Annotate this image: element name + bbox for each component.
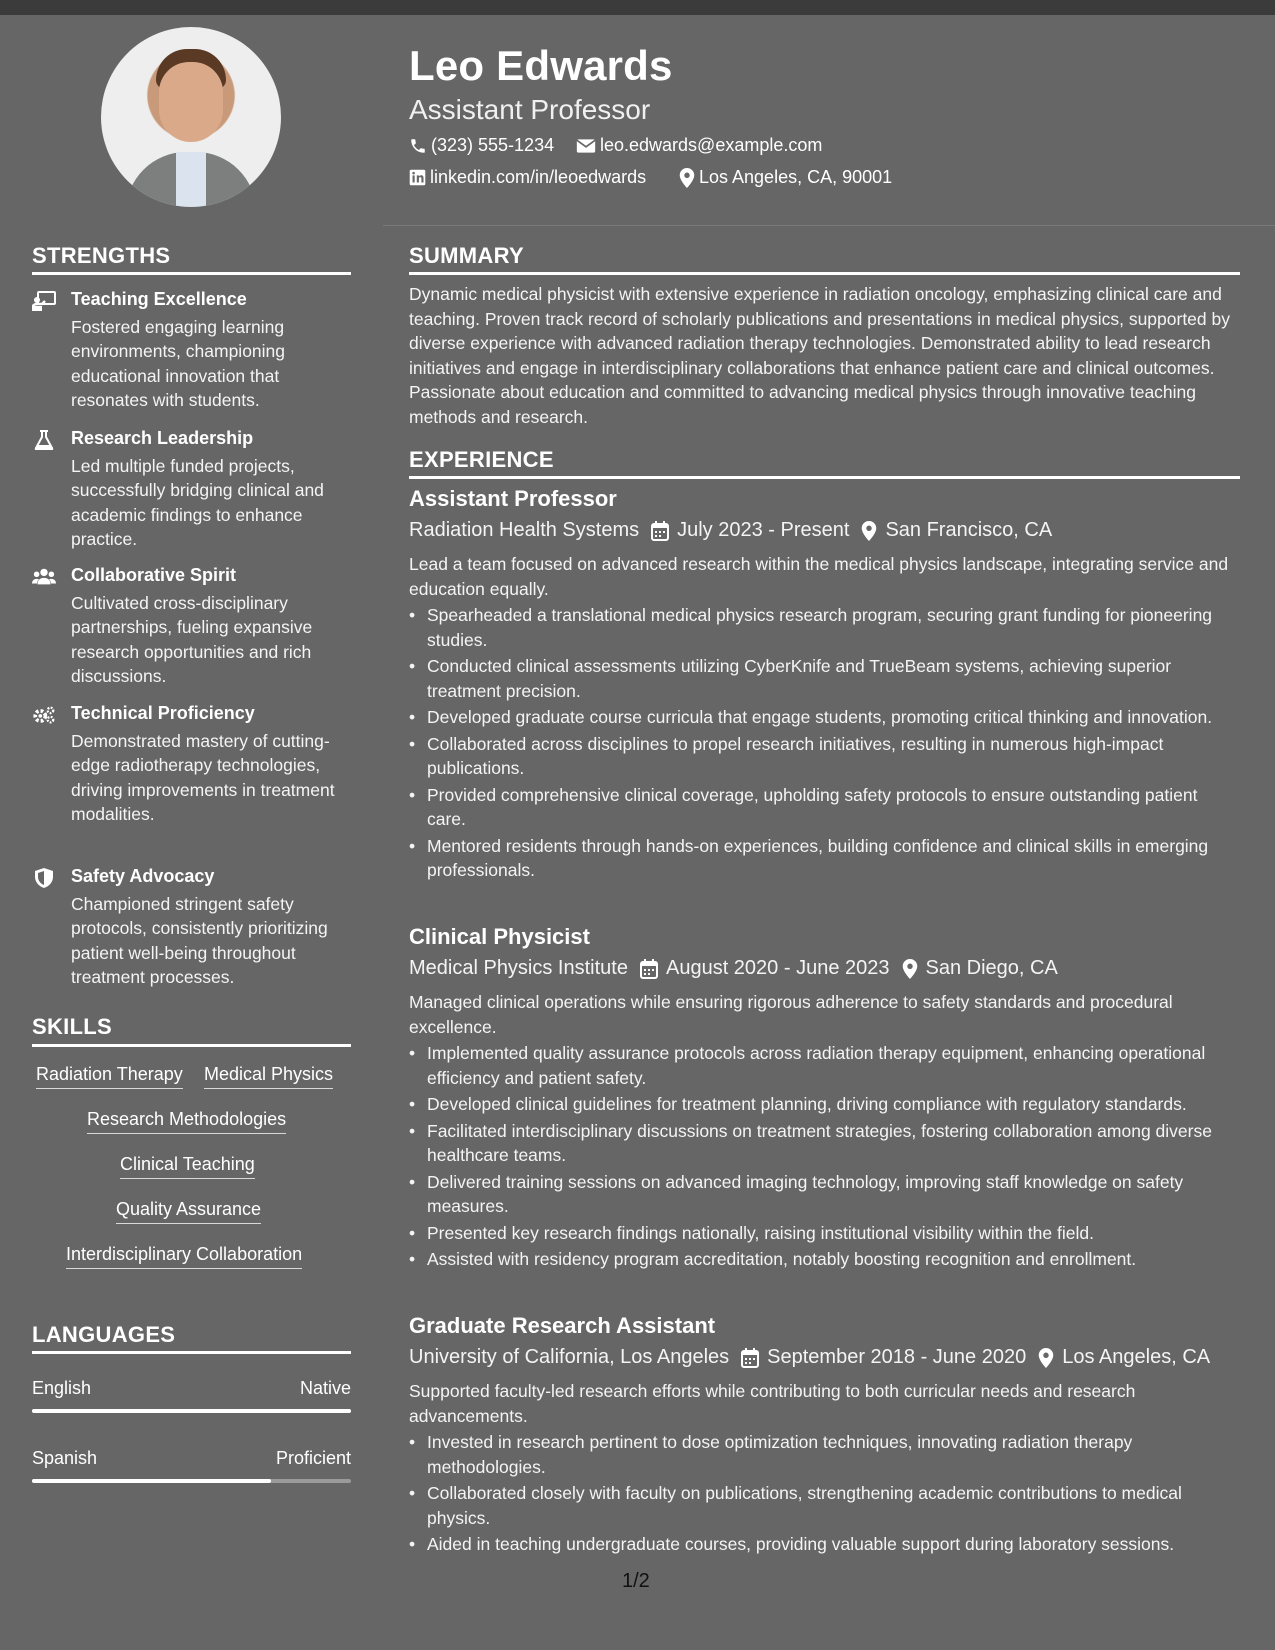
- strength-title: Research Leadership: [71, 428, 254, 448]
- gears-icon: [32, 705, 56, 725]
- job-location: San Diego, CA: [925, 957, 1058, 979]
- job-title: Clinical Physicist: [409, 924, 590, 949]
- calendar-icon: [741, 1348, 759, 1368]
- language-bar-fill: [32, 1479, 271, 1483]
- job-bullet: • Aided in teaching undergraduate courses, providing valuable support during laboratory sessions.: [409, 1532, 1239, 1557]
- map-pin-icon: [679, 168, 695, 188]
- job-bullet: • Assisted with residency program accreditation, notably boosting recognition and enrollment.: [409, 1247, 1239, 1272]
- language-bar-english: [32, 1409, 351, 1413]
- linkedin-contact: [409, 167, 646, 188]
- language-name: Spanish: [32, 1448, 98, 1468]
- skill-tag: Research Methodologies: [87, 1109, 286, 1134]
- job-company: Radiation Health Systems: [409, 519, 640, 541]
- experience-heading: EXPERIENCE: [409, 447, 554, 472]
- map-pin-icon: [861, 521, 877, 541]
- flask-icon: [32, 430, 56, 450]
- profile-photo: [101, 27, 281, 207]
- strength-title: Collaborative Spirit: [71, 565, 237, 585]
- job-location: San Francisco, CA: [885, 519, 1053, 541]
- job-bullet: • Provided comprehensive clinical coverage, upholding safety protocols to ensure outstanding patient care.: [409, 783, 1239, 832]
- calendar-icon: [640, 959, 658, 979]
- skill-tag: Medical Physics: [204, 1064, 333, 1089]
- language-name: English: [32, 1378, 92, 1398]
- phone-icon: [409, 137, 427, 155]
- job-bullet: • Facilitated interdisciplinary discussions on treatment strategies, fostering collaboration among diverse healthcare teams.: [409, 1119, 1239, 1168]
- strength-desc: Led multiple funded projects, successfully bridging clinical and academic findings to enhance practice.: [71, 456, 324, 549]
- job-dates: July 2023 - Present: [677, 519, 850, 541]
- users-icon: [32, 567, 56, 587]
- job-bullet: • Implemented quality assurance protocols across radiation therapy equipment, enhancing operational efficiency and patient safety.: [409, 1041, 1239, 1090]
- job-description: Lead a team focused on advanced research within the medical physics landscape, integrating service and education equally.: [409, 554, 1229, 599]
- job-dates: September 2018 - June 2020: [767, 1346, 1027, 1368]
- map-pin-icon: [1038, 1348, 1054, 1368]
- strength-desc: Cultivated cross-disciplinary partnerships, fueling expansive research opportunities and rich discussions.: [71, 593, 313, 686]
- summary-rule: [409, 272, 1240, 275]
- skill-tag: Radiation Therapy: [36, 1064, 183, 1089]
- languages-rule: [32, 1351, 351, 1354]
- job-bullet: • Mentored residents through hands-on experiences, building confidence and clinical skills in emerging professionals.: [409, 834, 1239, 883]
- language-bar-spanish: [32, 1479, 351, 1483]
- email-contact: [576, 135, 822, 156]
- job-bullets: [409, 1430, 1239, 1559]
- linkedin-icon: [409, 169, 426, 186]
- job-bullet: • Conducted clinical assessments utilizing CyberKnife and TrueBeam systems, achieving superior treatment precision.: [409, 654, 1239, 703]
- job-title: Assistant Professor: [409, 486, 617, 511]
- summary-text: Dynamic medical physicist with extensive experience in radiation oncology, emphasizing clinical care and teaching. Proven track record of scholarly publications and presentations in medical physics, supported by diverse experience with advanced radiation therapy technologies. Demonstrated ability to lead research initiatives and engage in interdisciplinary collaborations that enhance patient care and clinical outcomes. Passionate about education and committed to advancing medical physics through innovative teaching methods and research.: [409, 284, 1230, 427]
- strength-desc: Championed stringent safety protocols, consistently prioritizing patient well-being throughout treatment processes.: [71, 894, 328, 987]
- summary-heading: SUMMARY: [409, 243, 524, 268]
- language-level: Proficient: [275, 1448, 351, 1468]
- job-bullet: • Collaborated closely with faculty on publications, strengthening academic contributions to medical physics.: [409, 1481, 1239, 1530]
- top-bar: [0, 0, 1275, 15]
- strength-title: Teaching Excellence: [71, 289, 247, 309]
- shield-icon: [32, 868, 56, 888]
- skills-rule: [32, 1044, 351, 1047]
- job-description: Managed clinical operations while ensuring rigorous adherence to safety standards and procedural excellence.: [409, 992, 1173, 1037]
- location-text: Los Angeles, CA, 90001: [699, 167, 893, 187]
- job-location: Los Angeles, CA: [1062, 1346, 1211, 1368]
- job-company: Medical Physics Institute: [409, 957, 628, 979]
- job-bullet: • Invested in research pertinent to dose optimization techniques, innovating radiation therapy methodologies.: [409, 1430, 1239, 1479]
- envelope-icon: [576, 138, 596, 154]
- strength-desc: Fostered engaging learning environments, championing educational innovation that resonates with students.: [71, 317, 286, 410]
- job-meta: [409, 519, 1052, 542]
- job-title: Graduate Research Assistant: [409, 1313, 716, 1338]
- language-spanish: [32, 1448, 351, 1469]
- map-pin-icon: [902, 959, 918, 979]
- strengths-heading: STRENGTHS: [32, 243, 171, 268]
- location-contact: [679, 167, 892, 188]
- job-bullet: • Developed clinical guidelines for treatment planning, driving compliance with regulatory standards.: [409, 1092, 1239, 1117]
- skill-tag: Clinical Teaching: [120, 1154, 255, 1179]
- language-bar-fill: [32, 1409, 351, 1413]
- skill-tag: Interdisciplinary Collaboration: [66, 1244, 302, 1269]
- job-company: University of California, Los Angeles: [409, 1346, 730, 1368]
- candidate-name: Leo Edwards: [409, 42, 673, 89]
- job-bullet: • Developed graduate course curricula that engage students, promoting critical thinking and innovation.: [409, 705, 1239, 730]
- phone-contact: [409, 135, 554, 156]
- job-bullet: • Collaborated across disciplines to propel research initiatives, resulting in numerous high-impact publications.: [409, 732, 1239, 781]
- experience-rule: [409, 476, 1240, 479]
- strength-desc: Demonstrated mastery of cutting-edge radiotherapy technologies, driving improvements in treatment modalities.: [71, 731, 335, 824]
- job-meta: [409, 1346, 1210, 1369]
- strengths-rule: [32, 272, 351, 275]
- job-dates: August 2020 - June 2023: [665, 957, 890, 979]
- languages-heading: LANGUAGES: [32, 1322, 176, 1347]
- job-bullet: • Presented key research findings nationally, raising institutional visibility within the field.: [409, 1221, 1239, 1246]
- page-number: 1/2: [622, 1570, 650, 1592]
- skill-tag: Quality Assurance: [116, 1199, 261, 1224]
- skills-heading: SKILLS: [32, 1014, 113, 1039]
- language-level: Native: [299, 1378, 351, 1398]
- job-description: Supported faculty-led research efforts while contributing to both curricular needs and research advancements.: [409, 1381, 1136, 1426]
- job-bullets: [409, 603, 1239, 885]
- job-bullets: [409, 1041, 1239, 1274]
- strength-title: Technical Proficiency: [71, 703, 255, 723]
- teacher-board-icon: [32, 291, 56, 311]
- header-divider: [383, 225, 1275, 226]
- language-english: [32, 1378, 351, 1399]
- candidate-role: Assistant Professor: [409, 94, 651, 125]
- job-bullet: • Spearheaded a translational medical physics research program, securing grant funding for pioneering studies.: [409, 603, 1239, 652]
- job-meta: [409, 957, 1058, 980]
- job-bullet: • Delivered training sessions on advanced imaging technology, improving staff knowledge on safety measures.: [409, 1170, 1239, 1219]
- calendar-icon: [651, 521, 669, 541]
- linkedin-text: linkedin.com/in/leoedwards: [430, 167, 647, 187]
- email-text: leo.edwards@example.com: [600, 135, 823, 155]
- strength-title: Safety Advocacy: [71, 866, 215, 886]
- phone-text: (323) 555-1234: [431, 135, 555, 155]
